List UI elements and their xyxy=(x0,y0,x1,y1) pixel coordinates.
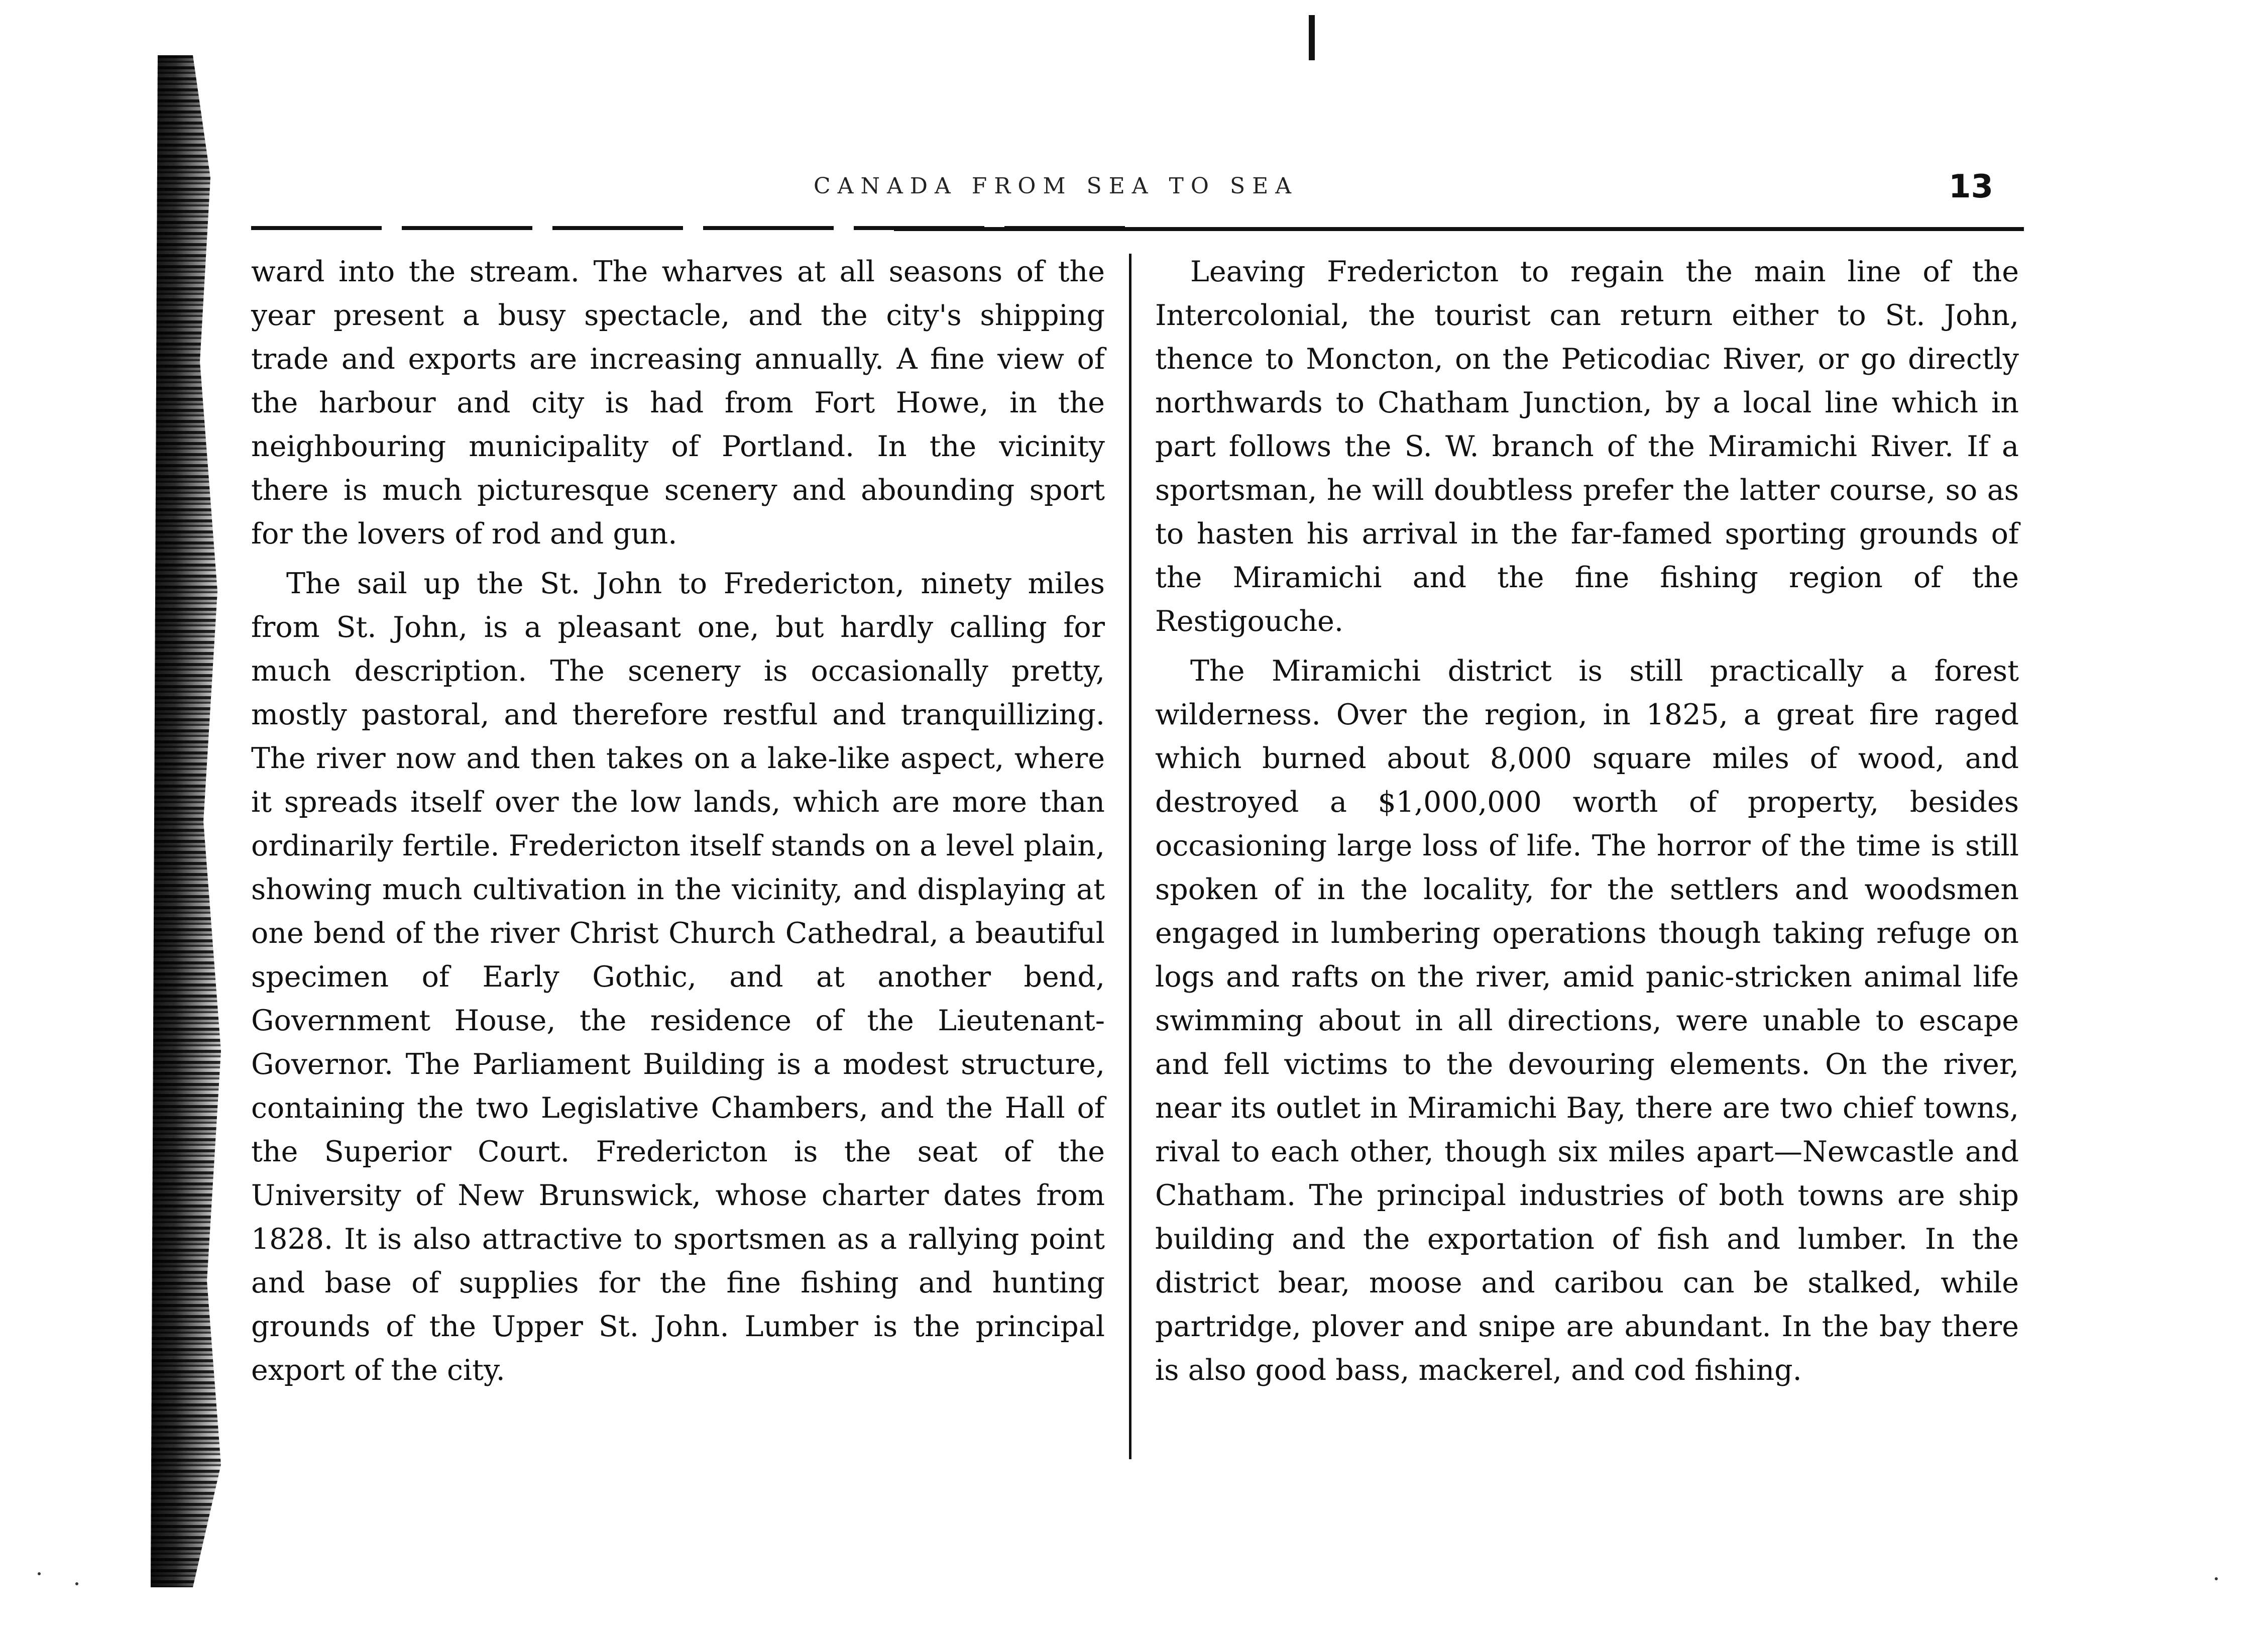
right-column xyxy=(1155,250,2019,1392)
left-paragraph-2: The sail up the St. John to Fredericton, ninety miles from St. John, is a pleasant one, but hardly calling for much description. The scenery is occasionally pretty, mostly pastoral, and therefore restful and tranquillizing. The river now and then takes on a lake-like aspect, where it spreads itself over the low lands, which are more than ordinarily fertile. Fredericton itself stands on a level plain, showing much cultivation in the vicinity, and displaying at one bend of the river Christ Church Cathedral, a beautiful specimen of Early Gothic, and at another bend, Government House, the residence of the Lieutenant-Governor. The Parliament Building is a modest structure, containing the two Legislative Chambers, and the Hall of the Superior Court. Fredericton is the seat of the University of New Brunswick, whose charter dates from 1828. It is also attractive to sportsmen as a rallying point and base of supplies for the fine fishing and hunting grounds of the Upper St. John. Lumber is the principal export of the city. xyxy=(251,567,1105,1387)
left-paragraph-1: ward into the stream. The wharves at all seasons of the year present a busy spectacle, and the city's shipping trade and exports are increasing annually. A fine view of the harbour and city is had from Fort Howe, in the neighbouring municipality of Portland. In the vicinity there is much picturesque scenery and abounding sport for the lovers of rod and gun. xyxy=(251,255,1105,551)
right-paragraph-1: Leaving Fredericton to regain the main line of the Intercolonial, the tourist can return either to St. John, thence to Moncton, on the Peticodiac River, or go directly northwards to Chatham Junction, by a local line which in part follows the S. W. branch of the Miramichi River. If a sportsman, he will doubtless prefer the latter course, so as to hasten his arrival in the far-famed sporting grounds of the Miramichi and the fine fishing region of the Restigouche. xyxy=(1155,255,2019,638)
scan-speck xyxy=(75,1582,78,1585)
header-rule-solid xyxy=(894,227,2024,231)
column-divider xyxy=(1129,254,1131,1459)
scanned-binding-edge xyxy=(151,55,221,1587)
running-title: CANADA FROM SEA TO SEA xyxy=(814,173,1298,199)
right-paragraph-2: The Miramichi district is still practically a forest wilderness. Over the region, in 1825, a great fire raged which burned about 8,000 square miles of wood, and destroyed a $1,000,000 worth of property, besides occasioning large loss of life. The horror of the time is still spoken of in the locality, for the settlers and woodsmen engaged in lumbering operations though taking refuge on logs and rafts on the river, amid panic-stricken animal life swimming about in all directions, were unable to escape and fell victims to the devouring elements. On the river, near its outlet in Miramichi Bay, there are two chief towns, rival to each other, though six miles apart—Newcastle and Chatham. The principal industries of both towns are ship building and the exportation of fish and lumber. In the district bear, moose and caribou can be stalked, while partridge, plover and snipe are abundant. In the bay there is also good bass, mackerel, and cod fishing. xyxy=(1155,655,2019,1387)
top-registration-mark xyxy=(1309,15,1315,60)
left-column xyxy=(251,250,1105,1392)
scan-speck xyxy=(2215,1577,2218,1580)
page-number: 13 xyxy=(1949,168,1994,205)
scan-speck xyxy=(38,1572,41,1575)
